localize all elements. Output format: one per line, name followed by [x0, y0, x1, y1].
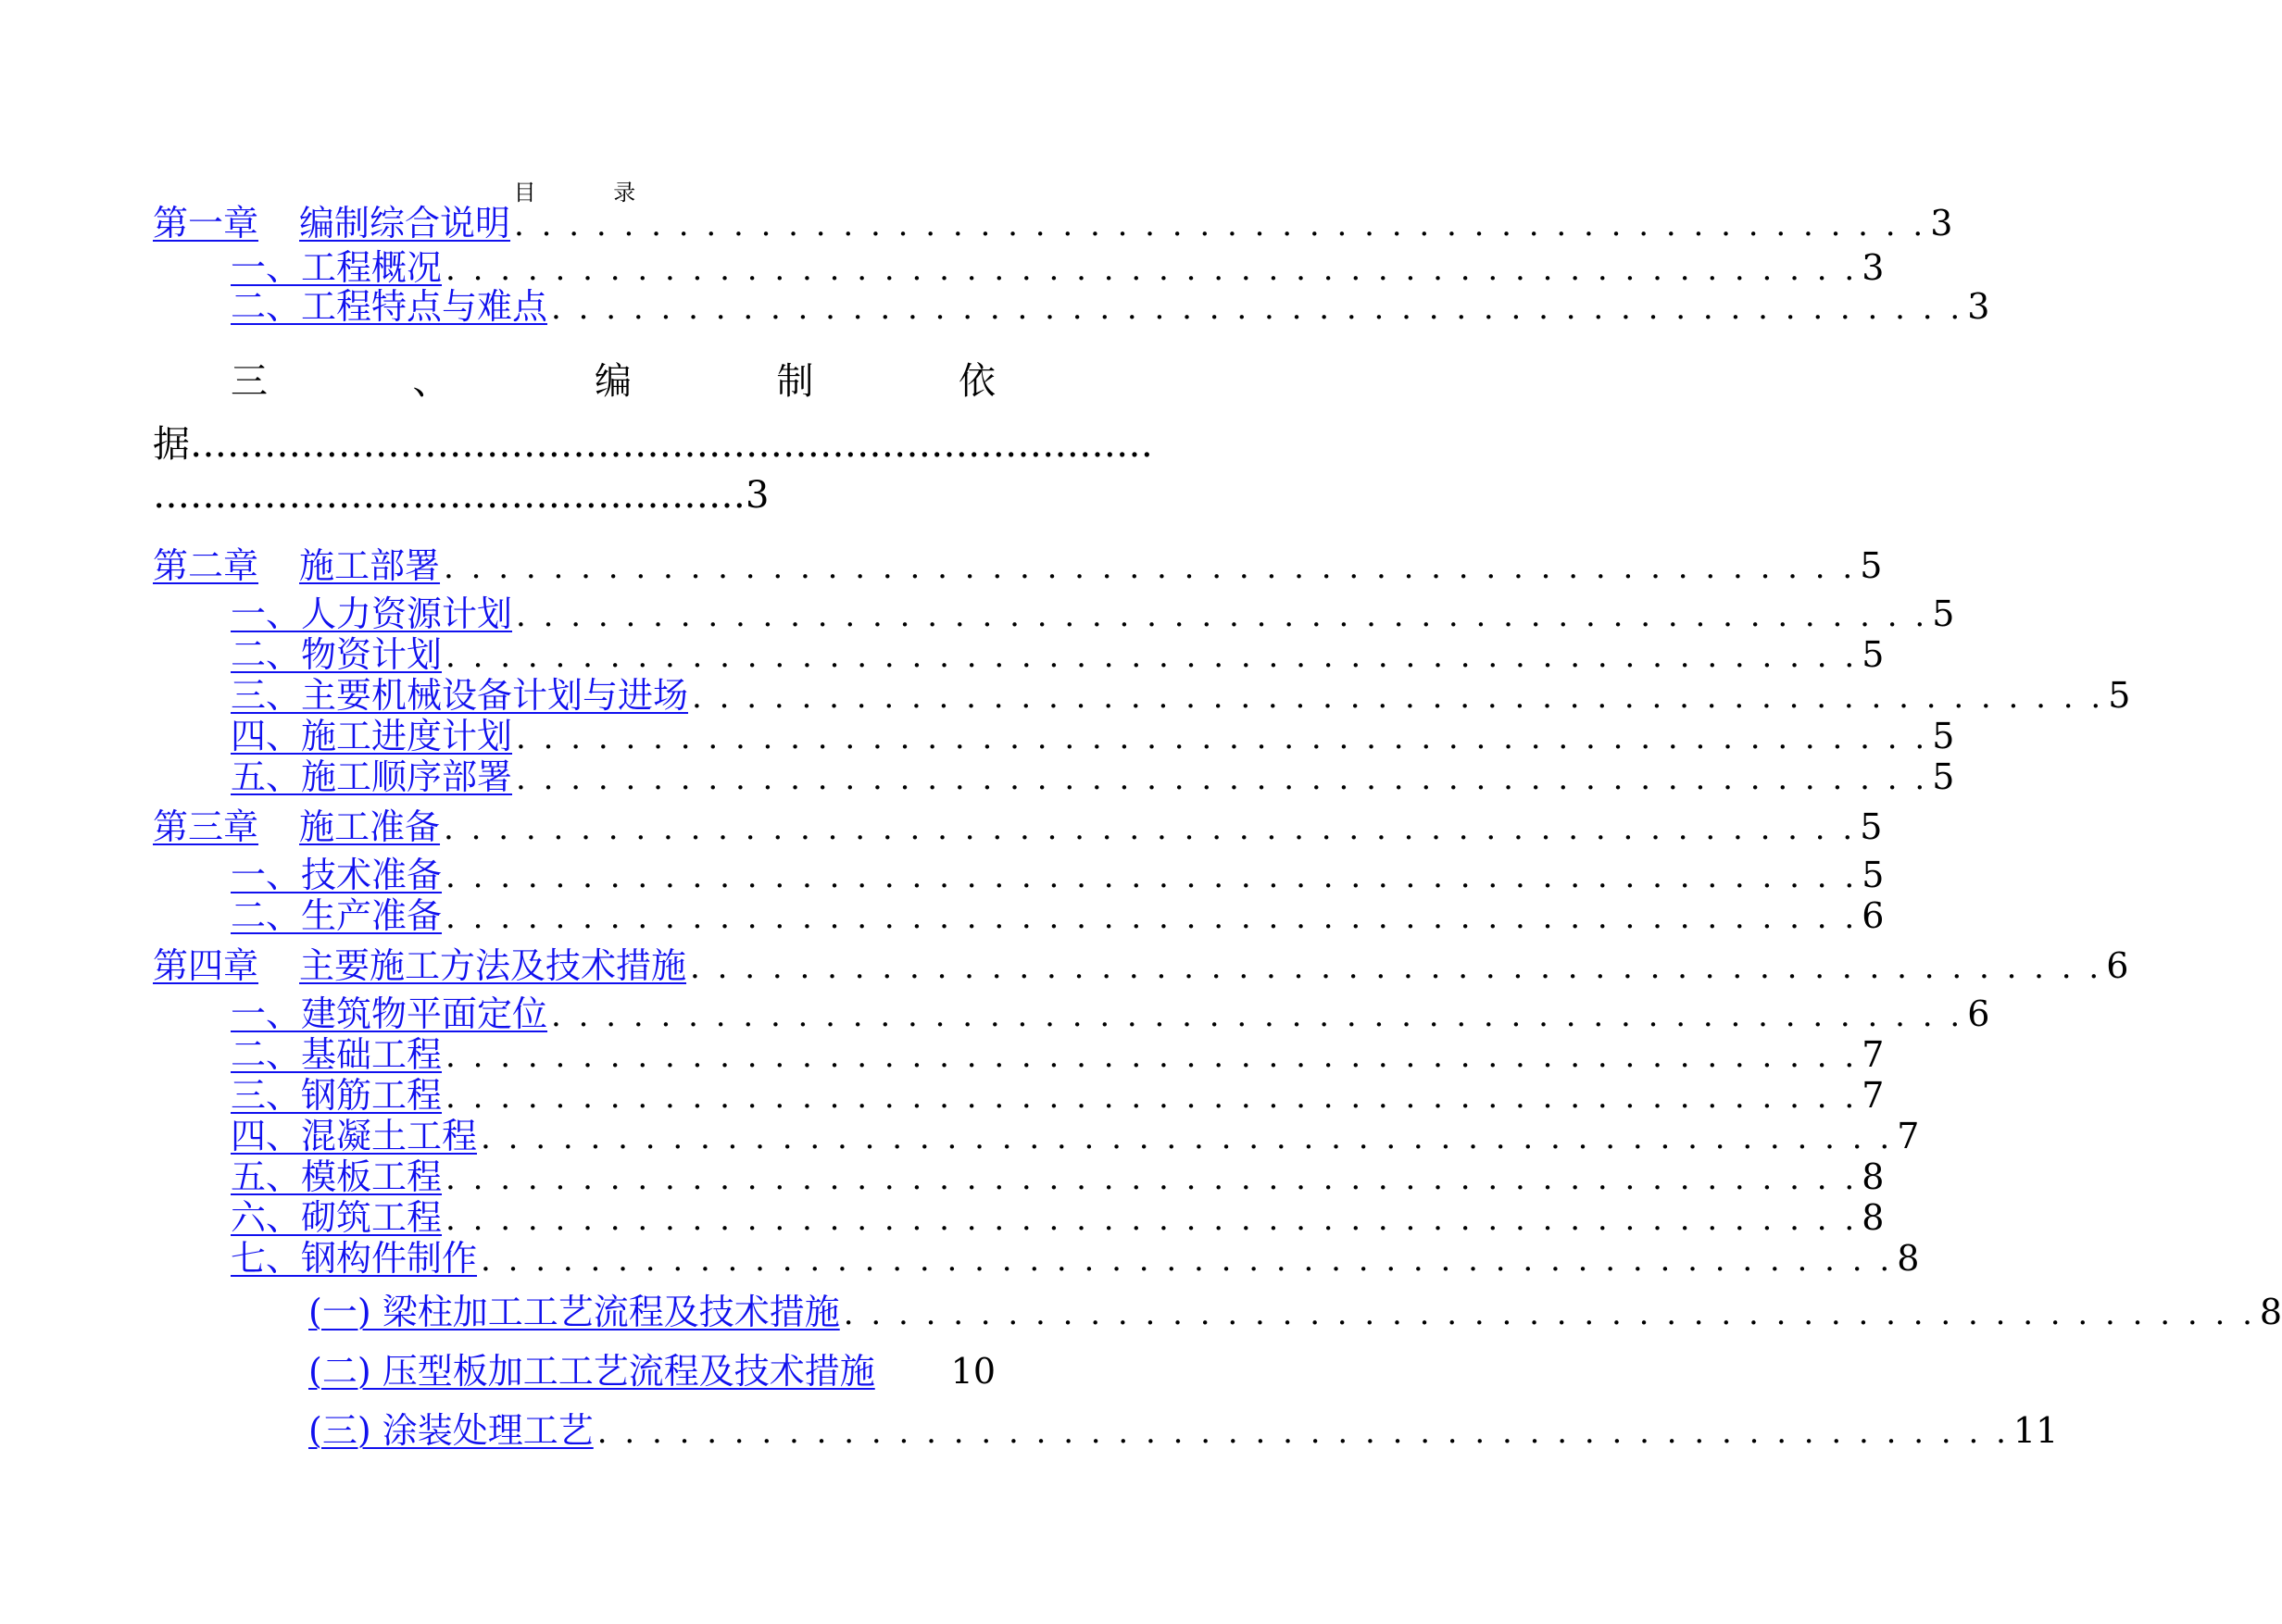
toc-entry — [231, 1230, 1920, 1280]
toc-link[interactable]: 一、技术准备 — [231, 855, 443, 895]
toc-entry-basis-line3: …………………………………………3 — [153, 474, 770, 517]
toc-entry — [231, 278, 1990, 329]
toc-entry-sub — [308, 1283, 2282, 1334]
toc-entry-basis-line2: 据…………………………………………………………………… — [153, 423, 1153, 466]
toc-link[interactable]: 四、混凝土工程 — [231, 1116, 478, 1156]
page-number: 6 — [2106, 945, 2129, 986]
toc-link[interactable]: 四、施工进度计划 — [231, 716, 513, 756]
dot-leader: . . . . . . . . . . . . . . . . . . . . . . . . . . . . . . . . . . . . . . . . . . . . . . . . . . . . — [690, 949, 2103, 986]
page-number: 6 — [1862, 895, 1885, 936]
page-number: 8 — [2259, 1292, 2282, 1332]
page-number: 3 — [746, 474, 770, 517]
dot-leader: . . . . . . . . . . . . . . . . . . . . . . . . . . . . . . . . . . . . . . . . . . . . . . . . . . . . — [444, 810, 1857, 847]
dot-leader: . . . . . . . . . . . . . . . . . . . . . . . . . . . . . . . . . . . . . . . . . . . . . . . . . . . . — [445, 858, 1859, 895]
page-number: 8 — [1897, 1238, 1920, 1279]
toc-link[interactable]: 二、物资计划 — [231, 634, 443, 675]
dot-leader: . . . . . . . . . . . . . . . . . . . . . . . . . . . . . . . . . . . . . . . . . . . . . . . . . . . . — [516, 719, 1929, 756]
dot-leader: . . . . . . . . . . . . . . . . . . . . . . . . . . . . . . . . . . . . . . . . . . . . . . . . . . . . — [445, 1038, 1859, 1075]
dot-leader: . . . . . . . . . . . . . . . . . . . . . . . . . . . . . . . . . . . . . . . . . . . . . . . . . . . . — [445, 1201, 1859, 1238]
toc-entry-basis: 三 、 编 制 依 — [231, 360, 996, 403]
page-number: 5 — [1862, 855, 1885, 895]
page-number: 7 — [1862, 1034, 1885, 1075]
page-number: 5 — [1860, 806, 1883, 847]
page-number: 3 — [1930, 203, 1953, 244]
page-number: 5 — [2108, 675, 2131, 716]
dot-leader: . . . . . . . . . . . . . . . . . . . . . . . . . . . . . . . . . . . . . . . . . . . . . . . . . . . . — [445, 1079, 1859, 1116]
toc-link[interactable]: 一、人力资源计划 — [231, 593, 513, 634]
toc-entry-sub — [308, 1343, 996, 1393]
toc-entry-chapter-1 — [153, 194, 1953, 245]
dot-leader: . . . . . . . . . . . . . . . . . . . . . . . . . . . . . . . . . . . . . . . . . . . . . . . . . . . . — [843, 1295, 2256, 1332]
dot-leader: . . . . . . . . . . . . . . . . . . . . . . . . . . . . . . . . . . . . . . . . . . . . . . . . . . . . — [692, 679, 2105, 716]
page-number: 8 — [1862, 1197, 1885, 1238]
toc-link[interactable]: 一、工程概况 — [231, 247, 443, 288]
dot-leader: . . . . . . . . . . . . . . . . . . . . . . . . . . . . . . . . . . . . . . . . . . . . . . . . . . . . — [516, 760, 1929, 797]
toc-link[interactable]: (二) 压型板加工工艺流程及技术措施 — [308, 1351, 875, 1392]
toc-link[interactable]: (三) 涂装处理工艺 — [308, 1410, 594, 1451]
dot-leader: . . . . . . . . . . . . . . . . . . . . . . . . . . . . . . . . . . . . . . . . . . . . . . . . . . . . — [445, 1160, 1859, 1197]
toc-entry — [231, 887, 1885, 938]
dot-leader: . . . . . . . . . . . . . . . . . . . . . . . . . . . . . . . . . . . . . . . . . . . . . . . . . . . . — [596, 1414, 2010, 1451]
toc-link[interactable]: 五、施工顺序部署 — [231, 756, 513, 797]
toc-entry-chapter-2 — [153, 537, 1883, 588]
toc-link[interactable]: 二、生产准备 — [231, 895, 443, 936]
toc-entry-chapter-4 — [153, 937, 2129, 988]
page-number: 6 — [1967, 993, 1990, 1034]
toc-link[interactable]: 七、钢构件制作 — [231, 1238, 478, 1279]
page-number: 5 — [1932, 593, 1955, 634]
page-number: 8 — [1862, 1156, 1885, 1197]
page-number: 5 — [1860, 545, 1883, 586]
toc-link[interactable]: 三、主要机械设备计划与进场 — [231, 675, 689, 716]
dot-leader: . . . . . . . . . . . . . . . . . . . . . . . . . . . . . . . . . . . . . . . . . . . . . . . . . . . . — [551, 290, 1964, 327]
page-number: 5 — [1862, 634, 1885, 675]
toc-link-chapter-1[interactable]: 第一章 编制综合说明 — [153, 203, 511, 244]
page-number: 7 — [1897, 1116, 1920, 1156]
toc-link[interactable]: 三、钢筋工程 — [231, 1075, 443, 1116]
toc-link[interactable]: 六、砌筑工程 — [231, 1197, 443, 1238]
dot-leader: . . . . . . . . . . . . . . . . . . . . . . . . . . . . . . . . . . . . . . . . . . . . . . . . . . . . — [481, 1242, 1894, 1279]
dot-leader: . . . . . . . . . . . . . . . . . . . . . . . . . . . . . . . . . . . . . . . . . . . . . . . . . . . . — [481, 1119, 1894, 1156]
page-number: 5 — [1932, 756, 1955, 797]
toc-link[interactable]: 一、建筑物平面定位 — [231, 993, 548, 1034]
dot-leader: . . . . . . . . . . . . . . . . . . . . . . . . . . . . . . . . . . . . . . . . . . . . . . . . . . . . — [445, 251, 1859, 288]
toc-link[interactable]: 五、模板工程 — [231, 1156, 443, 1197]
toc-entry-sub — [308, 1402, 2059, 1453]
dot-leader: . . . . . . . . . . . . . . . . . . . . . . . . . . . . . . . . . . . . . . . . . . . . . . . . . . . . — [444, 549, 1857, 586]
toc-link-chapter-4[interactable]: 第四章 主要施工方法及技术措施 — [153, 945, 687, 986]
page-number: 7 — [1862, 1075, 1885, 1116]
toc-link[interactable]: (一) 梁柱加工工艺流程及技术措施 — [308, 1292, 840, 1332]
dot-leader: . . . . . . . . . . . . . . . . . . . . . . . . . . . . . . . . . . . . . . . . . . . . . . . . . . . . — [445, 899, 1859, 936]
dot-leader: . . . . . . . . . . . . . . . . . . . . . . . . . . . . . . . . . . . . . . . . . . . . . . . . . . . . — [514, 206, 1927, 244]
toc-link-chapter-3[interactable]: 第三章 施工准备 — [153, 806, 441, 847]
page-number: 3 — [1967, 286, 1990, 327]
dot-leader: . . . . . . . . . . . . . . . . . . . . . . . . . . . . . . . . . . . . . . . . . . . . . . . . . . . . — [516, 597, 1929, 634]
page-number: 11 — [2012, 1410, 2059, 1451]
toc-entry-chapter-3 — [153, 798, 1883, 849]
toc-entry — [231, 748, 1955, 799]
page-number: 10 — [950, 1351, 996, 1392]
page-number: 5 — [1932, 716, 1955, 756]
toc-link[interactable]: 二、基础工程 — [231, 1034, 443, 1075]
toc-link[interactable]: 二、工程特点与难点 — [231, 286, 548, 327]
dot-leader: . . . . . . . . . . . . . . . . . . . . . . . . . . . . . . . . . . . . . . . . . . . . . . . . . . . . — [551, 997, 1964, 1034]
dot-leader: . . . . . . . . . . . . . . . . . . . . . . . . . . . . . . . . . . . . . . . . . . . . . . . . . . . . — [445, 638, 1859, 675]
toc-title: 目 录 — [513, 180, 671, 206]
page-number: 3 — [1862, 247, 1885, 288]
toc-link-chapter-2[interactable]: 第二章 施工部署 — [153, 545, 441, 586]
